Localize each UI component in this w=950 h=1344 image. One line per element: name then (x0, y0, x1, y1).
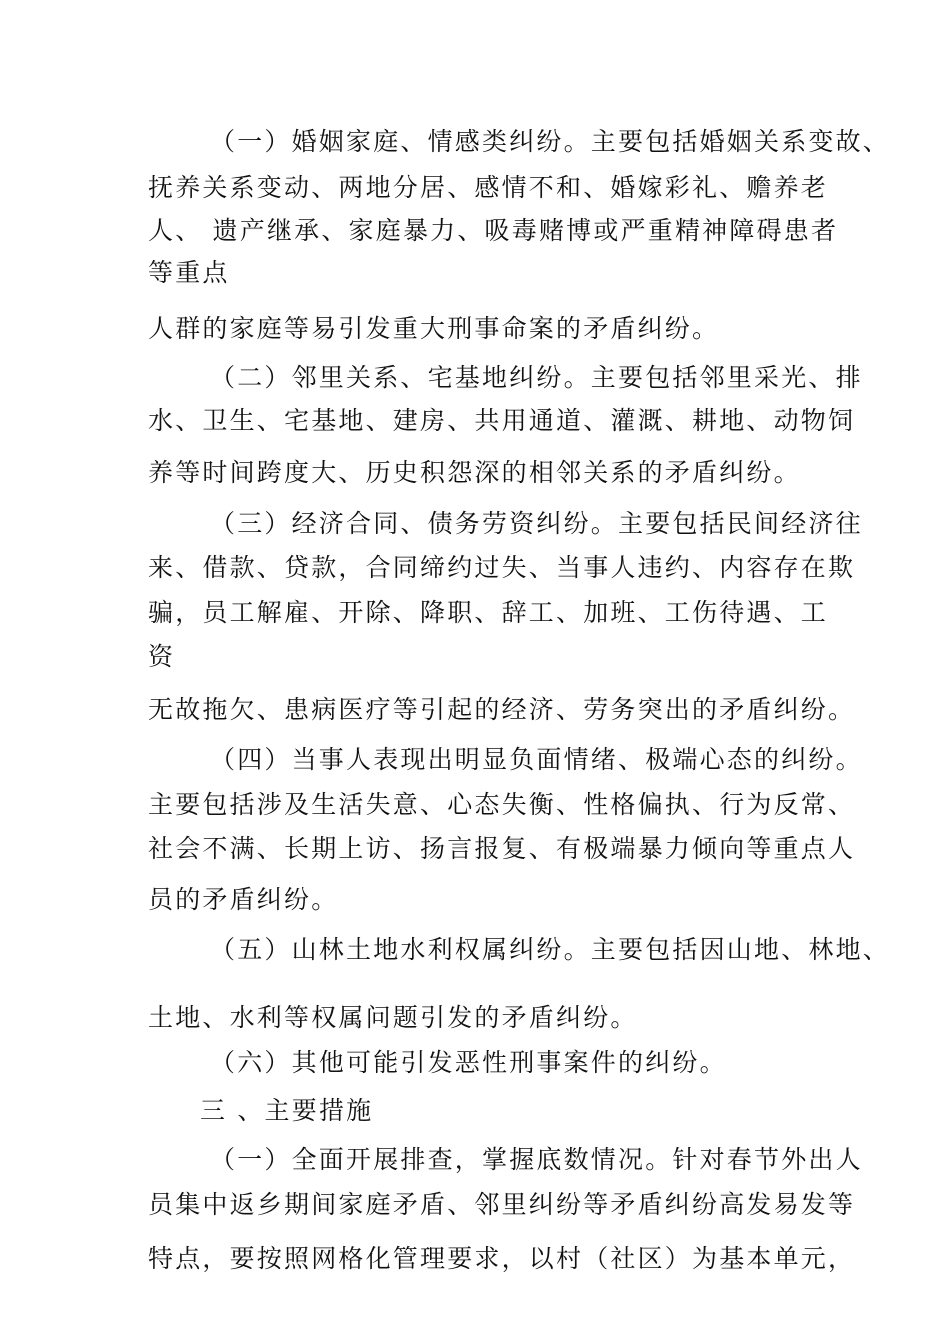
text-line: 无故拖欠、患病医疗等引起的经济、劳务突出的矛盾纠纷。 (148, 695, 856, 724)
text-line: （一）全面开展排查，掌握底数情况。针对春节外出人 (210, 1145, 863, 1174)
text-line: 资 (148, 642, 176, 671)
text-line: 人、 遗产继承、家庭暴力、吸毒赌博或严重精神障碍患者 (148, 216, 839, 245)
text-line: 主要包括涉及生活失意、心态失衡、性格偏执、行为反常、 (148, 790, 856, 819)
section-heading: 三 、主要措施 (200, 1096, 374, 1125)
text-line: （二）邻里关系、宅基地纠纷。主要包括邻里采光、排 (210, 363, 863, 392)
text-line: 抚养关系变动、两地分居、感情不和、婚嫁彩礼、赡养老 (148, 173, 829, 202)
text-line: 土地、水利等权属问题引发的矛盾纠纷。 (148, 1003, 638, 1032)
text-line: 水、卫生、宅基地、建房、共用通道、灌溉、耕地、动物饲 (148, 406, 856, 435)
text-line: （一）婚姻家庭、情感类纠纷。主要包括婚姻关系变故、 (210, 127, 891, 156)
text-line: 人群的家庭等易引发重大刑事命案的矛盾纠纷。 (148, 314, 720, 343)
text-line: 社会不满、长期上访、扬言报复、有极端暴力倾向等重点人 (148, 834, 856, 863)
text-line: （四）当事人表现出明显负面情绪、极端心态的纠纷。 (210, 745, 863, 774)
text-line: （五）山林土地水利权属纠纷。主要包括因山地、林地、 (210, 935, 891, 964)
text-line: （三）经济合同、债务劳资纠纷。主要包括民间经济往 (210, 509, 863, 538)
text-line: （六）其他可能引发恶性刑事案件的纠纷。 (210, 1048, 727, 1077)
text-line: 等重点 (148, 258, 230, 287)
text-line: 养等时间跨度大、历史积怨深的相邻关系的矛盾纠纷。 (148, 458, 801, 487)
text-line: 员的矛盾纠纷。 (148, 885, 339, 914)
text-line: 来、借款、贷款，合同缔约过失、当事人违约、内容存在欺 (148, 553, 856, 582)
text-line: 特点，要按照网格化管理要求，以村（社区）为基本单元， (148, 1244, 856, 1273)
text-line: 骗，员工解雇、开除、降职、辞工、加班、工伤待遇、工 (148, 598, 829, 627)
text-line: 员集中返乡期间家庭矛盾、邻里纠纷等矛盾纠纷高发易发等 (148, 1190, 856, 1219)
